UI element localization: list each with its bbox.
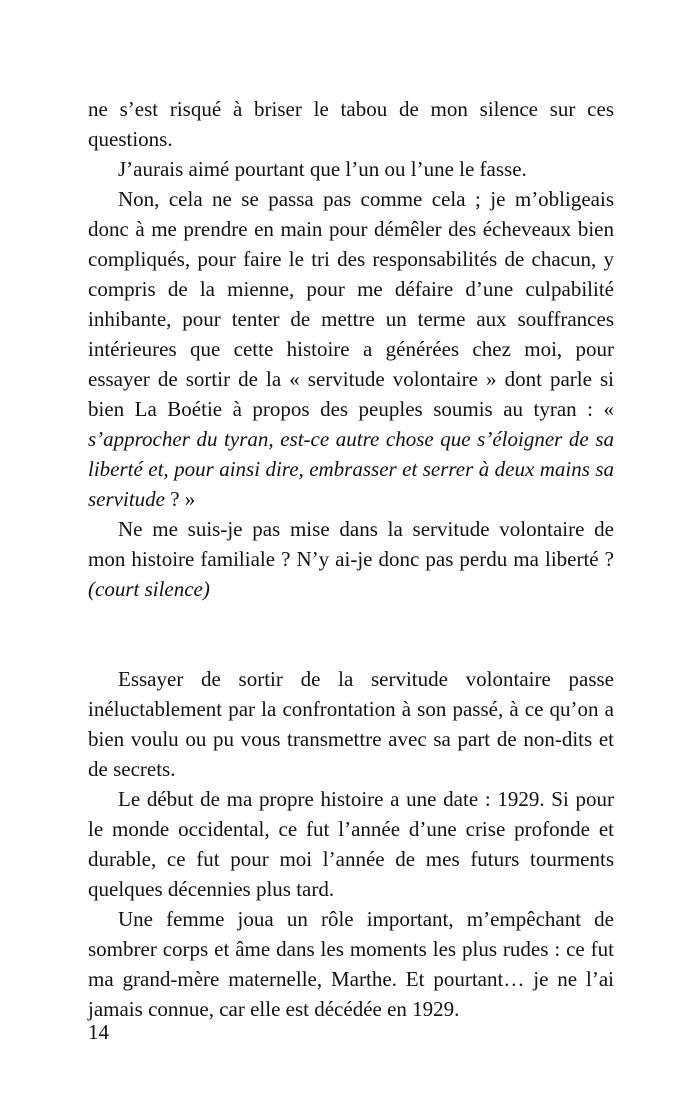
paragraph-grandmother: Une femme joua un rôle important, m’empêchant de sombrer corps et âme dans les moments les plus rudes : ce fut ma grand-mère maternelle, Marthe. Et pourtant… je ne l’ai jamais connue, car elle est décédée en 1929. xyxy=(88,907,614,1021)
section-break xyxy=(88,604,614,664)
paragraph-question xyxy=(88,514,614,604)
paragraph-la-boetie xyxy=(88,184,614,514)
paragraph-confrontation: Essayer de sortir de la servitude volontaire passe inéluctablement par la confrontation à son passé, à ce qu’on a bien voulu ou pu vous transmettre avec sa part de non-dits et de secrets. xyxy=(88,667,614,781)
la-boetie-quote: s’approcher du tyran, est-ce autre chose que s’éloigner de sa liberté et, pour ainsi dire, embrasser et serrer à deux mains sa servitude xyxy=(88,427,614,511)
stage-direction: (court silence) xyxy=(88,577,210,601)
paragraph-1929: Le début de ma propre histoire a une date : 1929. Si pour le monde occidental, ce fut l’année d’une crise profonde et durable, ce fut pour moi l’année de mes futurs tourments quelques décennies plus tard. xyxy=(88,787,614,901)
body-text xyxy=(88,94,614,1024)
paragraph-text: Non, cela ne se passa pas comme cela ; je m’obligeais donc à me prendre en main pour démêler des écheveaux bien compliqués, pour faire le tri des responsabilités de chacun, y compris de la mienne, pour me défaire d’une culpabilité inhibante, pour tenter de mettre un terme aux souffrances intérieures que cette histoire a générées chez moi, pour essayer de sortir de la « servitude volontaire » dont parle si bien La Boétie à propos des peuples soumis au tyran : « xyxy=(88,187,614,421)
paragraph-wish: J’aurais aimé pourtant que l’un ou l’une le fasse. xyxy=(118,157,527,181)
quote-closing: ? » xyxy=(164,487,196,511)
page-number: 14 xyxy=(88,1020,109,1044)
paragraph-continuation: ne s’est risqué à briser le tabou de mon silence sur ces questions. xyxy=(88,97,614,151)
paragraph-text: Ne me suis-je pas mise dans la servitude volontaire de mon histoire familiale ? N’y ai-je donc pas perdu ma liberté ? xyxy=(88,517,614,571)
